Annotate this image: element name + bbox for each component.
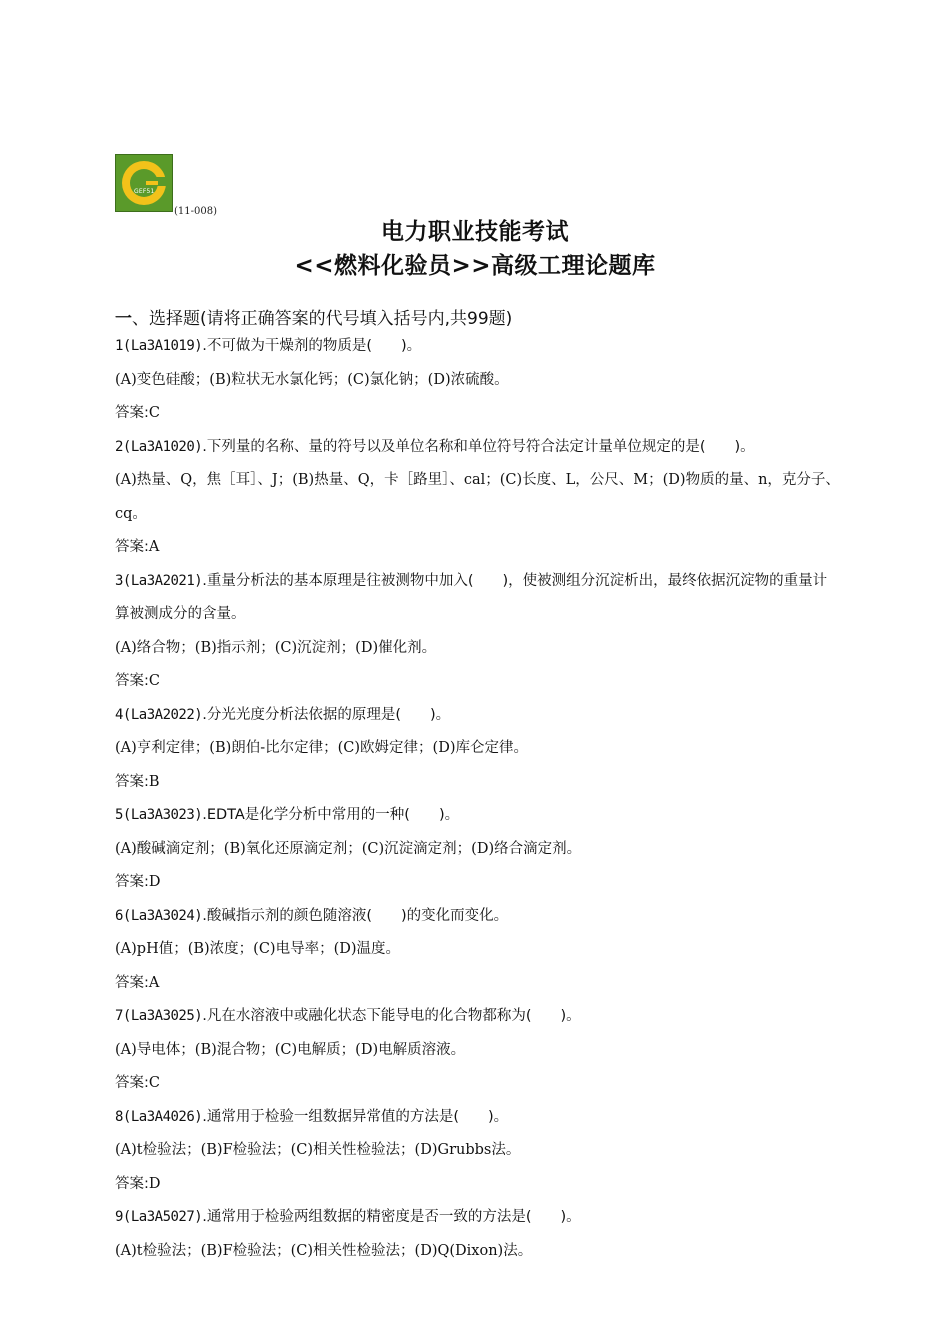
question-item: [115, 799, 840, 900]
answer-value: C: [148, 1075, 160, 1091]
question-answer: [115, 531, 840, 565]
answer-value: B: [148, 773, 160, 790]
question-number: 8(La3A4026): [115, 1108, 203, 1125]
answer-value: C: [148, 673, 160, 689]
question-number: 3(La3A2021): [115, 572, 203, 589]
question-item: [115, 1101, 840, 1202]
question-stem: [115, 1201, 840, 1235]
answer-value: A: [148, 974, 160, 991]
question-answer: [115, 665, 840, 699]
question-number: 4(La3A2022): [115, 706, 203, 723]
question-number: 7(La3A3025): [115, 1008, 203, 1024]
question-number: 6(La3A3024): [115, 907, 203, 924]
answer-label: 答案:: [115, 974, 149, 991]
question-stem: [115, 565, 840, 632]
answer-label: 答案:: [115, 874, 149, 890]
question-stem: [115, 699, 840, 733]
question-number: 9(La3A5027): [115, 1209, 203, 1225]
question-options: (A)变色硅酸；(B)粒状无水氯化钙；(C)氯化钠；(D)浓硫酸。: [115, 371, 509, 388]
question-item: [115, 330, 840, 431]
question-answer: [115, 1067, 840, 1101]
document-subtitle: <<燃料化验员>>高级工理论题库: [294, 253, 656, 279]
answer-label: 答案:: [115, 539, 149, 555]
question-options: (A)络合物；(B)指示剂；(C)沉淀剂；(D)催化剂。: [115, 639, 437, 656]
question-item: [115, 1201, 840, 1268]
question-answer: [115, 1168, 840, 1202]
question-options: (A)酸碱滴定剂；(B)氧化还原滴定剂；(C)沉淀滴定剂；(D)络合滴定剂。: [115, 840, 582, 857]
question-stem: [115, 1101, 840, 1135]
question-text: .通常用于检验两组数据的精密度是否一致的方法是( )。: [202, 1209, 581, 1225]
question-options: (A)pH值；(B)浓度；(C)电导率；(D)温度。: [115, 941, 401, 957]
logo-text: GEF51: [134, 188, 155, 195]
answer-label: 答案:: [115, 673, 149, 689]
question-options: (A)导电体；(B)混合物；(C)电解质；(D)电解质溶液。: [115, 1041, 466, 1058]
section-prefix: 一: [115, 309, 132, 329]
section-title: 、选择题(请将正确答案的代号填入括号内,共99题): [132, 309, 513, 329]
answer-value: A: [148, 539, 160, 555]
question-text: .酸碱指示剂的颜色随溶液( )的变化而变化。: [202, 907, 509, 924]
question-text: .重量分析法的基本原理是往被测物中加入( )，使被测组分沉淀析出，最终依据沉淀物的重量计算被测成分的含量。: [115, 572, 828, 622]
question-item: [115, 431, 840, 565]
answer-value: D: [148, 874, 161, 890]
question-answer: [115, 397, 840, 431]
publisher-logo: [115, 154, 173, 212]
question-stem: [115, 330, 840, 364]
document-code: (11-008): [174, 206, 217, 217]
answer-label: 答案:: [115, 1175, 149, 1192]
answer-value: C: [148, 405, 160, 421]
question-stem: [115, 431, 840, 465]
question-text: .不可做为干燥剂的物质是( )。: [202, 338, 422, 354]
question-answer: [115, 866, 840, 900]
question-options: (A)热量、Q，焦［耳］、J；(B)热量、Q，卡［路里］、cal；(C)长度、L，公尺、M；(D)物质的量、n，克分子、cq。: [115, 472, 840, 522]
question-options: (A)t检验法；(B)F检验法；(C)相关性检验法；(D)Q(Dixon)法。: [115, 1242, 533, 1259]
section-heading: [115, 304, 512, 329]
question-item: [115, 565, 840, 699]
question-item: [115, 900, 840, 1001]
answer-label: 答案:: [115, 773, 149, 790]
question-number: 1(La3A1019): [115, 338, 203, 354]
question-list: [115, 330, 840, 1268]
question-options: (A)亨利定律；(B)朗伯-比尔定律；(C)欧姆定律；(D)库仑定律。: [115, 740, 529, 756]
question-number: 5(La3A3023): [115, 807, 203, 823]
question-text: .凡在水溶液中或融化状态下能导电的化合物都称为( )。: [202, 1008, 581, 1024]
answer-value: D: [148, 1175, 161, 1192]
question-number: 2(La3A1020): [115, 438, 203, 455]
question-text: .EDTA是化学分析中常用的一种( )。: [202, 807, 460, 823]
question-text: .分光光度分析法依据的原理是( )。: [202, 706, 451, 723]
answer-label: 答案:: [115, 1075, 149, 1091]
question-answer: [115, 967, 840, 1001]
question-text: .下列量的名称、量的符号以及单位名称和单位符号符合法定计量单位规定的是( )。: [202, 438, 755, 455]
electric-power-logo-icon: [116, 155, 172, 211]
question-answer: [115, 766, 840, 800]
question-stem: [115, 799, 840, 833]
question-item: [115, 1000, 840, 1101]
document-title: 电力职业技能考试: [381, 219, 569, 245]
question-item: [115, 699, 840, 800]
question-text: .通常用于检验一组数据异常值的方法是( )。: [202, 1108, 509, 1125]
question-stem: [115, 1000, 840, 1034]
answer-label: 答案:: [115, 405, 149, 421]
question-stem: [115, 900, 840, 934]
question-options: (A)t检验法；(B)F检验法；(C)相关性检验法；(D)Grubbs法。: [115, 1142, 521, 1158]
